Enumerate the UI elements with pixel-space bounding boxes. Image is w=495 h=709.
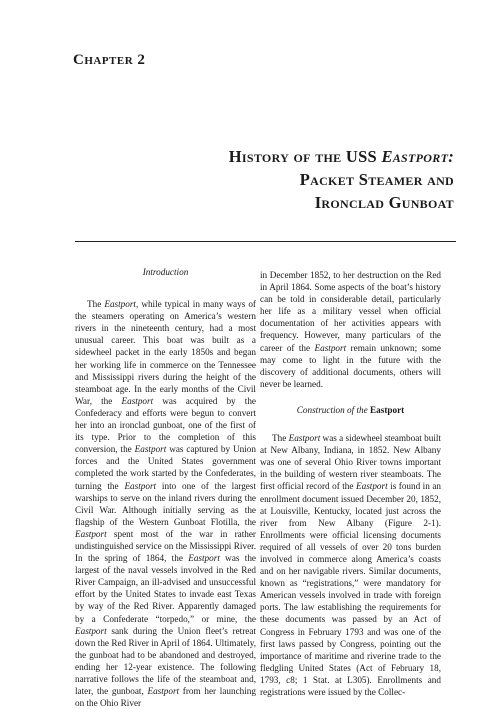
ship-name-italic: Eastport	[134, 444, 167, 455]
text-run: was the largest of the naval vessels involved in the Red River Campaign, an ill-advised and unsuccessful effort by the United States to invade east Texas by way of the Red River. Apparently damaged by a Confederate “torpedo,” or mine, the	[75, 553, 256, 624]
title-line-3: Ironclad Gunboat	[314, 193, 454, 212]
text-run: was captured by Union forces and the United States government completed the work started by the Confederates, turning the	[75, 444, 256, 491]
continued-paragraph	[260, 269, 441, 390]
text-run: into one of the largest warships to serve on the inland rivers during the Civil War. Although initially serving as the flagship of the Western Gunboat Flotilla, the	[75, 480, 257, 527]
text-run: , while typical in many ways of the steamers operating on America’s western rivers in the nineteenth century, had a most unusual career. This boat was built as a sidewheel packet in the early 1850s and began her working life in commerce on the Tennessee and Mississippi rivers during the height of the steamboat age. In the early months of the Civil War, the	[75, 299, 256, 406]
ship-name-italic: Eastport	[124, 480, 157, 491]
section-heading-construction: Construction of the Eastport	[296, 404, 405, 415]
text-run: from her launching on the Ohio River	[75, 686, 256, 709]
text-run: spent most of the war in rather undistinguished service on the Mississippi River. In the spring of 1864, the	[75, 528, 256, 564]
ship-name-italic: Eastport	[314, 342, 347, 353]
text-run: The	[87, 299, 105, 310]
ship-name-italic: Eastport	[188, 553, 220, 564]
construction-paragraph	[260, 432, 441, 698]
chapter-label: Chapter 2	[73, 52, 146, 68]
intro-paragraph	[75, 298, 256, 709]
text-run: remain unknown; some may come to light in the future with the discovery of additional documents, others will never be learned.	[260, 342, 441, 389]
text-run: in December 1852, to her destruction on the Red in April 1864. Some aspects of the boat’s history can be told in considerable detail, particularly her life as a military vessel when official documentation of her activities appears with frequency. However, many particulars of the career of the	[260, 270, 441, 353]
ship-name-italic: Eastport	[121, 395, 154, 406]
ship-name-italic: Eastport	[147, 686, 180, 697]
ship-name-italic: Eastport	[288, 433, 321, 444]
text-run: was acquired by the Confederacy and efforts were begun to convert her into an ironclad gunboat, one of the first of its type. Prior to the completion of this conversion, the	[75, 395, 257, 455]
ship-name-italic: Eastport	[75, 625, 107, 636]
ship-name-italic: Eastport	[104, 299, 136, 310]
text-run: was a sidewheel steamboat built at New Albany, Indiana, in 1852. New Albany was one of several Ohio River towns important in the building of western river steamboats. The first official record of the	[260, 433, 441, 492]
text-run: The	[272, 433, 289, 444]
title-line-2: Packet Steamer and	[299, 170, 454, 189]
text-run: sank during the Union fleet’s retreat down the Red River in April of 1864. Ultimately, the gunboat had to be abandoned and destroyed, ending her 12-year existence. The following narrative follows the life of the steamboat and, later, the gunboat,	[75, 625, 256, 697]
text-run: is found in an enrollment document issued December 20, 1852, at Louisville, Kentucky, located just across the river from New Albany (Figure 2-1). Enrollments were official licensing documents required of all vessels of over 20 tons burden involved in commerce along America’s coasts and on her navigable rivers. Similar documents, known as “registrations,” were mandatory for American vessels involved in trade with foreign ports. The law establishing the requirements for these documents was passed by an Act of Congress in February 1793 and was one of the first laws passed by Congress, pointing out the importance of maritime and riverine trade to the fledgling United States (Act of February 18, 1793, c8; 1 Stat. at L305). Enrollments and registrations were issued by the Collec-	[260, 481, 442, 697]
ship-name-italic: Eastport	[355, 481, 388, 492]
title-divider	[75, 241, 456, 242]
chapter-title	[229, 145, 454, 214]
right-column	[260, 269, 441, 698]
left-column	[75, 266, 256, 709]
title-line-1: History of the USS Eastport:	[228, 147, 454, 166]
section-heading-introduction: Introduction	[142, 267, 189, 277]
ship-name-italic: Eastport	[75, 528, 107, 539]
